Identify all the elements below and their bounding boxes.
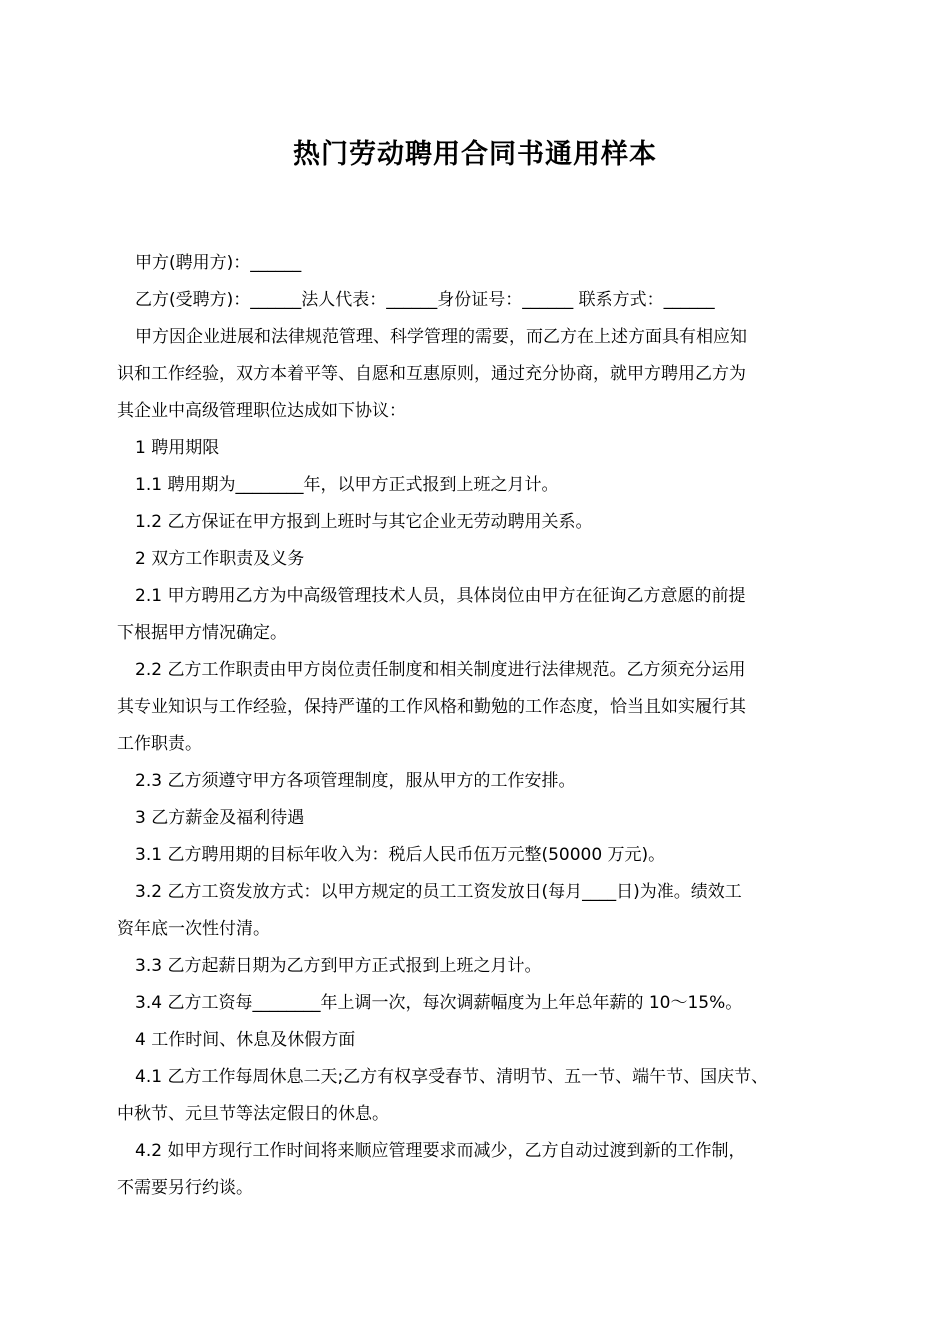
clause-line: 下根据甲方情况确定。 <box>117 623 287 643</box>
clause-line: 1.2 乙方保证在甲方报到上班时与其它企业无劳动聘用关系。 <box>135 512 593 532</box>
party-b-line: 乙方(受聘方)：______法人代表：______身份证号：______ 联系方式：______ <box>135 290 715 310</box>
section-heading: 2 双方工作职责及义务 <box>135 549 305 569</box>
clause-line: 4.2 如甲方现行工作时间将来顺应管理要求而减少，乙方自动过渡到新的工作制， <box>135 1141 746 1161</box>
clause-line: 2.3 乙方须遵守甲方各项管理制度，服从甲方的工作安排。 <box>135 771 576 791</box>
preamble-line: 其企业中高级管理职位达成如下协议： <box>117 401 406 421</box>
clause-line: 工作职责。 <box>117 734 202 754</box>
document-title: 热门劳动聘用合同书通用样本 <box>293 139 657 170</box>
section-heading: 4 工作时间、休息及休假方面 <box>135 1030 356 1050</box>
clause-line: 3.3 乙方起薪日期为乙方到甲方正式报到上班之月计。 <box>135 956 542 976</box>
preamble-line: 识和工作经验，双方本着平等、自愿和互惠原则，通过充分协商，就甲方聘用乙方为 <box>117 364 746 384</box>
document-body <box>117 245 857 1207</box>
clause-line: 其专业知识与工作经验，保持严谨的工作风格和勤勉的工作态度，恰当且如实履行其 <box>117 697 746 717</box>
clause-line: 资年底一次性付清。 <box>117 919 270 939</box>
party-a-line: 甲方(聘用方)：______ <box>135 253 302 273</box>
preamble-line: 甲方因企业进展和法律规范管理、科学管理的需要，而乙方在上述方面具有相应知 <box>135 327 747 347</box>
section-heading: 3 乙方薪金及福利待遇 <box>135 808 305 828</box>
clause-line: 中秋节、元旦节等法定假日的休息。 <box>117 1104 389 1124</box>
section-heading: 1 聘用期限 <box>135 438 220 458</box>
clause-line: 2.2 乙方工作职责由甲方岗位责任制度和相关制度进行法律规范。乙方须充分运用 <box>135 660 746 680</box>
clause-line: 3.4 乙方工资每________年上调一次，每次调薪幅度为上年总年薪的 10～15%。 <box>135 993 743 1013</box>
clause-line: 1.1 聘用期为________年，以甲方正式报到上班之月计。 <box>135 475 559 495</box>
clause-line: 3.2 乙方工资发放方式：以甲方规定的员工工资发放日(每月____日)为准。绩效工 <box>135 882 742 902</box>
clause-line: 不需要另行约谈。 <box>117 1178 253 1198</box>
clause-line: 3.1 乙方聘用期的目标年收入为：税后人民币伍万元整(50000 万元)。 <box>135 845 666 865</box>
clause-line: 2.1 甲方聘用乙方为中高级管理技术人员，具体岗位由甲方在征询乙方意愿的前提 <box>135 586 746 606</box>
clause-line: 4.1 乙方工作每周休息二天;乙方有权享受春节、清明节、五一节、端午节、国庆节、 <box>135 1067 769 1087</box>
